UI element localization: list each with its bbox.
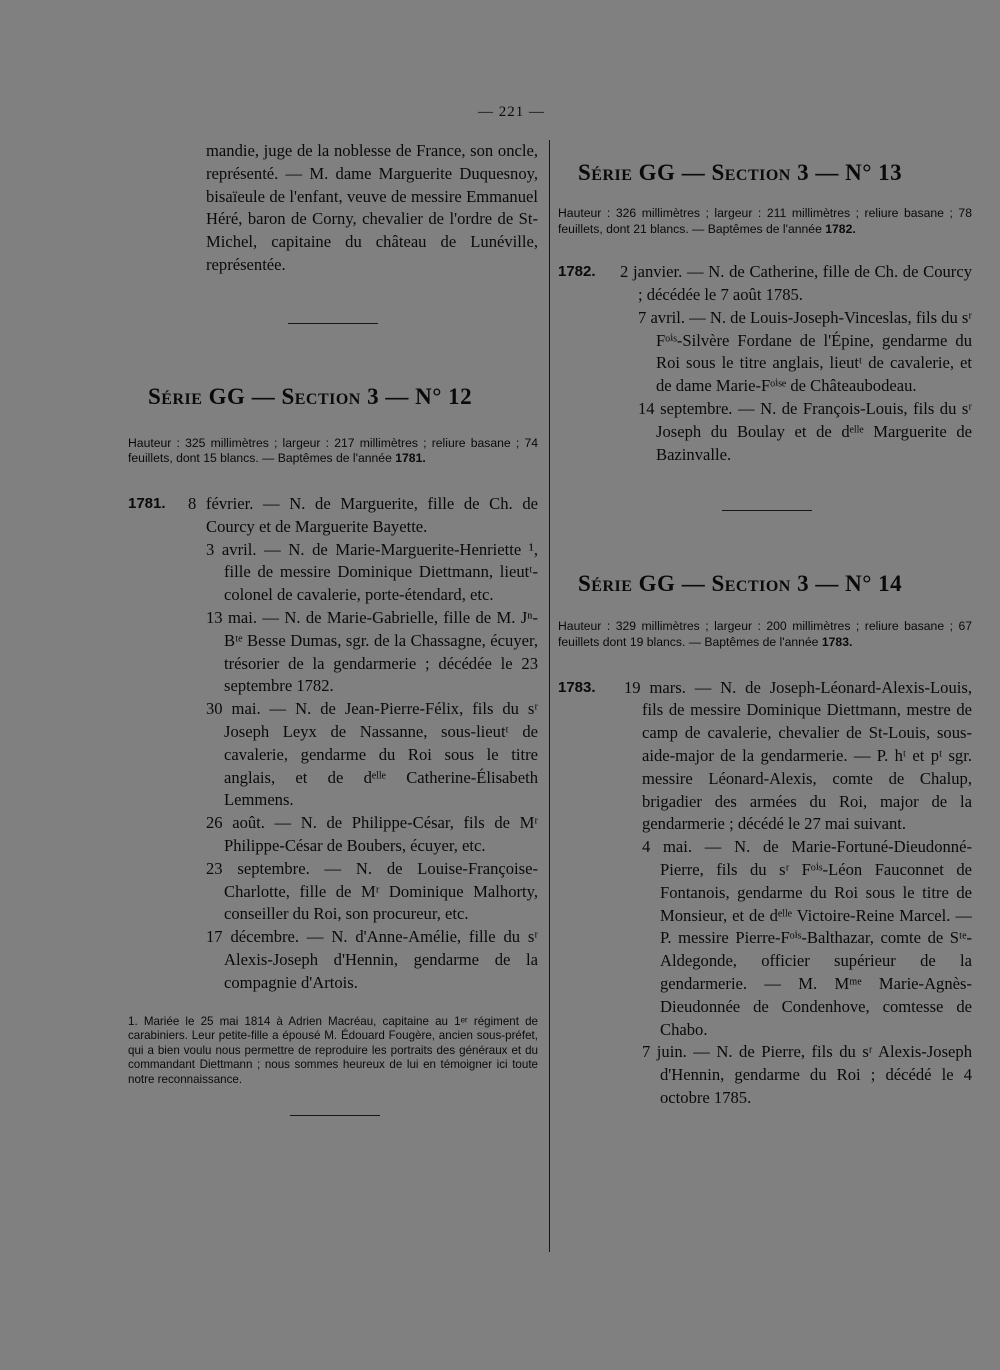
section-title-12: Série GG — Section 3 — N° 12 — [148, 383, 473, 409]
entry-year: 1781. — [128, 494, 166, 512]
baptism-entry: 3 avril. — N. de Marie-Marguerite-Henriette ¹, fille de messire Dominique Diettmann, lieutᵗ-colonel de cavalerie, porte-étendard, etc. — [206, 539, 538, 605]
entries-1783 — [558, 677, 972, 1110]
baptism-entry: 19 mars. — N. de Joseph-Léonard-Alexis-Louis, fils de messire Dominique Diettmann, mestre de camp de cavalerie, chevalier de St-Louis, sous-aide-major de la gendarmerie. — P. hᵗ et pᵗ sgr. messire Léonard-Alexis, comte de Chalup, brigadier des armées du Roi, major de la gendarmerie ; décédé le 27 mai suivant. — [624, 677, 972, 834]
page-number: — 221 — — [478, 104, 545, 120]
baptism-entry: 23 septembre. — N. de Louise-Françoise-Charlotte, fille de Mʳ Dominique Malhorty, conseiller du Roi, son procureur, etc. — [206, 858, 538, 924]
baptism-entry: 30 mai. — N. de Jean-Pierre-Félix, fils du sʳ Joseph Leyx de Nassanne, sous-lieutᵗ de cavalerie, gendarme du Roi sous le titre anglais, et de dᵉˡˡᵉ Catherine-Élisabeth Lemmens. — [206, 699, 538, 810]
baptism-entry: 17 décembre. — N. d'Anne-Amélie, fille du sʳ Alexis-Joseph d'Hennin, gendarme de la compagnie d'Artois. — [206, 927, 538, 992]
baptism-entry: 26 août. — N. de Philippe-César, fils de Mʳ Philippe-César de Boubers, écuyer, etc. — [206, 813, 538, 855]
section-title-13: Série GG — Section 3 — N° 13 — [578, 160, 903, 185]
column-divider — [549, 140, 550, 1252]
baptism-entry: 14 septembre. — N. de François-Louis, fils du sʳ Joseph du Boulay et de dᵉˡˡᵉ Marguerite de Bazinvalle. — [638, 398, 972, 464]
entry-year: 1782. — [558, 263, 596, 281]
entries-1782 — [558, 261, 972, 466]
baptism-entry: 8 février. — N. de Marguerite, fille de Ch. de Courcy et de Marguerite Bayette. — [188, 493, 538, 536]
section-description-12: Hauteur : 325 millimètres ; largeur : 217 millimètres ; reliure basane ; 74 feuillets, dont 15 blancs. — Baptêmes de l'année 1781. — [128, 435, 538, 466]
section-description-13: Hauteur : 326 millimètres ; largeur : 211 millimètres ; reliure basane ; 78 feuillets, dont 21 blancs. — Baptêmes de l'année 1782. — [558, 206, 972, 236]
footnote: 1. Mariée le 25 mai 1814 à Adrien Macréau, capitaine au 1ᵉʳ régiment de carabiniers. Leur petite-fille a épousé M. Édouard Fougère, ancien sous-préfet, qui a bien voulu nous permettre de reproduire les portraits des généraux et du commandant Diettmann ; nous sommes heureux de lui en témoigner ici toute notre reconnaissance. — [128, 1014, 538, 1086]
section-description-14: Hauteur : 329 millimètres ; largeur : 200 millimètres ; reliure basane ; 67 feuillets dont 19 blancs. — Baptêmes de l'année 1783. — [558, 619, 972, 649]
section-title-14: Série GG — Section 3 — N° 14 — [578, 571, 903, 597]
baptism-entry: 7 avril. — N. de Louis-Joseph-Vinceslas, fils du sʳ Fᵒⁱˢ-Silvère Fordane de l'Épine, gendarme du Roi sous le titre anglais, lieutᵗ de cavalerie, et de dame Marie-Fᵒⁱˢᵉ de Châteaubodeau. — [638, 307, 972, 396]
baptism-entry: 7 juin. — N. de Pierre, fils du sʳ Alexis-Joseph d'Hennin, gendarme du Roi ; décédé le 4 octobre 1785. — [642, 1042, 972, 1107]
separator-rule — [288, 323, 378, 324]
entry-year: 1783. — [558, 678, 596, 696]
baptism-entry: 13 mai. — N. de Marie-Gabrielle, fille de M. Jⁿ-Bᵗᵉ Besse Dumas, sgr. de la Chassagne, écuyer, trésorier de la gendarmerie ; décédée le 23 septembre 1782. — [206, 607, 538, 696]
baptism-entry: 4 mai. — N. de Marie-Fortuné-Dieudonné-Pierre, fils du sʳ Fᵒⁱˢ-Léon Fauconnet de Fontanois, gendarme du Roi sous le titre de Monsieur, et de dᵉˡˡᵉ Victoire-Reine Marcel. — P. messire Pierre-Fᵒⁱˢ-Balthazar, comte de Sᵗᵉ-Aldegonde, officier supérieur de la gendarmerie. — M. Mᵐᵉ Marie-Agnès-Dieudonnée de Condenhove, comtesse de Chabo. — [642, 837, 972, 1039]
right-column — [558, 160, 972, 1110]
entries-1781 — [128, 493, 538, 995]
separator-rule — [722, 510, 812, 511]
separator-rule — [290, 1115, 380, 1116]
left-column — [128, 140, 538, 1116]
continuation-paragraph: mandie, juge de la noblesse de France, son oncle, représenté. — M. dame Marguerite Duquesnoy, bisaïeule de l'enfant, veuve de messire Emmanuel Héré, baron de Corny, chevalier de l'ordre de St-Michel, capitaine du château de Lunéville, représentée. — [206, 141, 538, 274]
baptism-entry: 2 janvier. — N. de Catherine, fille de Ch. de Courcy ; décédée le 7 août 1785. — [620, 262, 972, 304]
